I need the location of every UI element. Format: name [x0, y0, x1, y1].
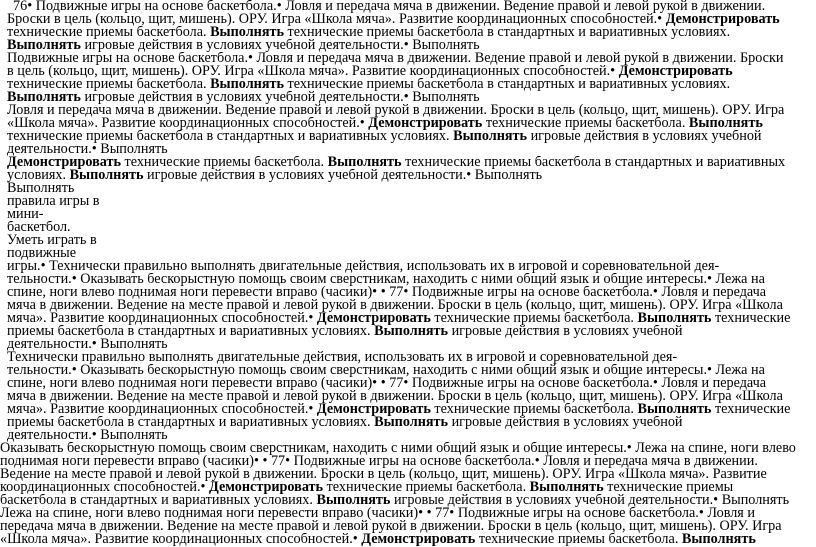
- bold-term: Выполнять: [637, 312, 712, 326]
- text-run: тельности.• Оказывать бескорыстную помощь своим сверстникам, находить с ними общий язык и общие интересы.• Лежа на: [7, 273, 765, 287]
- bold-term: Выполнять: [453, 130, 528, 144]
- bold-term: Демонстрировать: [361, 533, 476, 547]
- text-run: технические приемы баскетбола.: [120, 156, 328, 170]
- text-line: [7, 52, 813, 66]
- text-run: технические: [711, 403, 791, 417]
- text-run: игровые действия в условиях учебной: [448, 325, 683, 339]
- text-line: [7, 78, 803, 92]
- text-run: игровые действия в условиях учебной деятельности.• Выполнять: [390, 494, 790, 508]
- text-run: приемы баскетбола в стандартных и вариативных условиях.: [7, 325, 375, 339]
- text-run: технические приемы баскетбола в стандартных и вариативных условиях.: [284, 78, 731, 92]
- bold-term: Выполнять: [327, 156, 402, 170]
- text-run: технические приемы баскетбола.: [7, 26, 211, 40]
- text-run: координационных способностей.•: [0, 481, 210, 495]
- text-line: [7, 429, 407, 443]
- text-run: мяча». Развитие координационных способностей.•: [7, 403, 317, 417]
- text-line: [7, 312, 813, 326]
- text-run: в цель (кольцо, щит, мишень). ОРУ. Игра «Школа мяча». Развитие координационных способностей.•: [7, 65, 619, 79]
- text-run: технические приемы баскетбола.: [482, 117, 689, 131]
- text-line: [7, 117, 803, 131]
- text-line: [7, 208, 307, 222]
- text-run: Технически правильно выполнять двигательные действия, использовать их в игровой и соревновательной дея-: [7, 351, 678, 365]
- text-line: [7, 273, 813, 287]
- text-run: тельности.• Оказывать бескорыстную помощь своим сверстникам, находить с ними общий язык и общие интересы.• Лежа на: [7, 364, 765, 378]
- text-run: Ведение на месте правой и левой рукой в движении. Броски в цель (кольцо, щит, мишень). ОРУ. Игра «Школа мяча». Развитие: [0, 468, 767, 482]
- text-run: мяча в движении. Ведение на месте правой и левой рукой в движении. Броски в цель (кольцо, щит, мишень). ОРУ. Игра «Школа: [7, 390, 783, 404]
- text-line: [7, 65, 813, 79]
- text-run: технические приемы баскетбола в стандартных и вариативных условиях.: [7, 130, 454, 144]
- text-run: игровые действия в условиях учебной деятельности.• Выполнять: [80, 91, 480, 105]
- text-run: Оказывать бескорыстную помощь своим сверстникам, находить с ними общий язык и общие интересы.• Лежа на спине, ноги влево: [0, 442, 796, 456]
- bold-term: Демонстрировать: [209, 481, 324, 495]
- text-run: подвижные: [7, 247, 77, 261]
- text-line: [7, 390, 813, 404]
- text-run: игры.• Технически правильно выполнять двигательные действия, использовать их в игровой и соревновательной дея-: [7, 260, 720, 274]
- bold-term: Демонстрировать: [665, 13, 780, 27]
- text-run: технические приемы: [603, 481, 734, 495]
- text-run: Уметь играть в: [7, 234, 97, 248]
- text-run: игровые действия в условиях учебной деятельности.• Выполнять: [80, 39, 480, 53]
- text-line: [7, 26, 803, 40]
- bold-term: Выполнять: [316, 494, 391, 508]
- text-line: [7, 182, 307, 196]
- text-line: [7, 91, 803, 105]
- text-run: технические приемы баскетбола.: [7, 78, 211, 92]
- text-run: правила игры в: [7, 195, 100, 209]
- text-line: [7, 221, 307, 235]
- text-line: [7, 130, 803, 144]
- text-run: приемы баскетбола в стандартных и вариативных условиях.: [7, 416, 375, 430]
- text-run: мяча в движении. Ведение на месте правой и левой рукой в движении. Броски в цель (кольцо, щит, мишень). ОРУ. Игра «Школа: [7, 299, 783, 313]
- text-run: поднимая ноги перевести вправо (часики)• • 77• Подвижные игры на основе баскетбола.• Ловля и передача мяча в движении.: [0, 455, 758, 469]
- text-run: Броски в цель (кольцо, щит, мишень). ОРУ. Игра «Школа мяча». Развитие координационных способностей.•: [7, 13, 666, 27]
- text-run: технические приемы баскетбола.: [323, 481, 530, 495]
- bold-term: Демонстрировать: [618, 65, 733, 79]
- text-run: технические: [711, 312, 791, 326]
- bold-term: Демонстрировать: [316, 403, 431, 417]
- text-run: технические приемы баскетбола в стандартных и вариативных условиях.: [284, 26, 731, 40]
- text-run: спине, ноги влево поднимая ноги перевести вправо (часики)• • 77• Подвижные игры на основе баскетбола.• Ловля и передача: [7, 286, 767, 300]
- text-line: [0, 507, 813, 521]
- bold-term: Выполнять: [210, 26, 284, 40]
- text-run: передача мяча в движении. Ведение на месте правой и левой рукой в движении. Броски в цель (кольцо, щит, мишень). ОРУ. Игра: [0, 520, 782, 534]
- text-run: баскетбол.: [7, 221, 71, 235]
- text-run: 76• Подвижные игры на основе баскетбола.• Ловля и передача мяча в движении. Ведение правой и левой рукой в движении.: [13, 0, 766, 14]
- text-line: [7, 364, 813, 378]
- bold-term: Выполнять: [688, 117, 763, 131]
- text-line: [0, 520, 813, 534]
- text-line: [0, 481, 813, 495]
- bold-term: Выполнять: [7, 91, 81, 105]
- text-line: [7, 143, 407, 157]
- bold-term: Выполнять: [374, 325, 449, 339]
- text-run: Подвижные игры на основе баскетбола.• Ловля и передача мяча в движении. Ведение правой и левой рукой в движении. Броски: [7, 52, 784, 66]
- bold-term: Выполнять: [374, 416, 449, 430]
- text-run: «Школа мяча». Развитие координационных способностей.•: [7, 117, 369, 131]
- text-run: технические приемы баскетбола.: [475, 533, 682, 547]
- bold-term: Демонстрировать: [316, 312, 431, 326]
- bold-term: Демонстрировать: [368, 117, 483, 131]
- text-run: «Школа мяча». Развитие координационных способностей.•: [0, 533, 362, 547]
- bold-term: Выполнять: [529, 481, 604, 495]
- text-line: [7, 338, 407, 352]
- bold-term: Выполнять: [210, 78, 284, 92]
- text-line: [7, 286, 813, 300]
- bold-term: Выполнять: [7, 39, 81, 53]
- text-run: мяча». Развитие координационных способностей.•: [7, 312, 317, 326]
- text-run: деятельности.• Выполнять: [7, 338, 168, 352]
- text-line: [7, 260, 803, 274]
- text-run: мини-: [7, 208, 44, 222]
- text-run: Выполнять: [7, 182, 75, 196]
- text-line: [7, 377, 813, 391]
- text-line: [0, 455, 813, 469]
- text-line: [0, 494, 813, 508]
- bold-term: Выполнять: [637, 403, 712, 417]
- text-line: [7, 104, 813, 118]
- text-run: Лежа на спине, ноги влево поднимая ноги перевести вправо (часики)• • 77• Подвижные игры на основе баскетбола.• Ловля и: [0, 507, 755, 521]
- text-line: [7, 403, 813, 417]
- bold-term: Выполнять: [681, 533, 756, 547]
- text-line: [7, 234, 307, 248]
- bold-term: Выполнять: [69, 169, 144, 183]
- text-run: Ловля и передача мяча в движении. Ведение правой и левой рукой в движении. Броски в цель (кольцо, щит, мишень). ОРУ. Игра: [7, 104, 785, 118]
- text-line: [7, 169, 803, 183]
- text-run: технические приемы баскетбола.: [430, 312, 638, 326]
- text-run: игровые действия в условиях учебной: [527, 130, 762, 144]
- text-line: [7, 351, 803, 365]
- text-run: баскетбола в стандартных и вариативных условиях.: [0, 494, 317, 508]
- text-run: деятельности.• Выполнять: [7, 429, 168, 443]
- text-run: технические приемы баскетбола в стандартных и вариативных: [401, 156, 786, 170]
- text-run: деятельности.• Выполнять: [7, 143, 168, 157]
- text-run: технические приемы баскетбола.: [430, 403, 638, 417]
- text-line: [7, 299, 813, 313]
- text-line: [7, 325, 803, 339]
- text-run: игровые действия в условиях учебной деятельности.• Выполнять: [143, 169, 543, 183]
- text-run: игровые действия в условиях учебной: [448, 416, 683, 430]
- text-line: [7, 156, 813, 170]
- bold-term: Демонстрировать: [7, 156, 121, 170]
- text-line: [0, 468, 813, 482]
- text-line: [0, 442, 813, 456]
- text-line: [7, 416, 803, 430]
- text-line: [7, 13, 803, 27]
- text-line: [7, 39, 803, 53]
- text-line: [7, 195, 307, 209]
- text-line: [13, 0, 803, 14]
- text-run: спине, ноги влево поднимая ноги перевести вправо (часики)• • 77• Подвижные игры на основе баскетбола.• Ловля и передача: [7, 377, 767, 391]
- text-run: условиях.: [7, 169, 70, 183]
- text-line: [7, 247, 307, 261]
